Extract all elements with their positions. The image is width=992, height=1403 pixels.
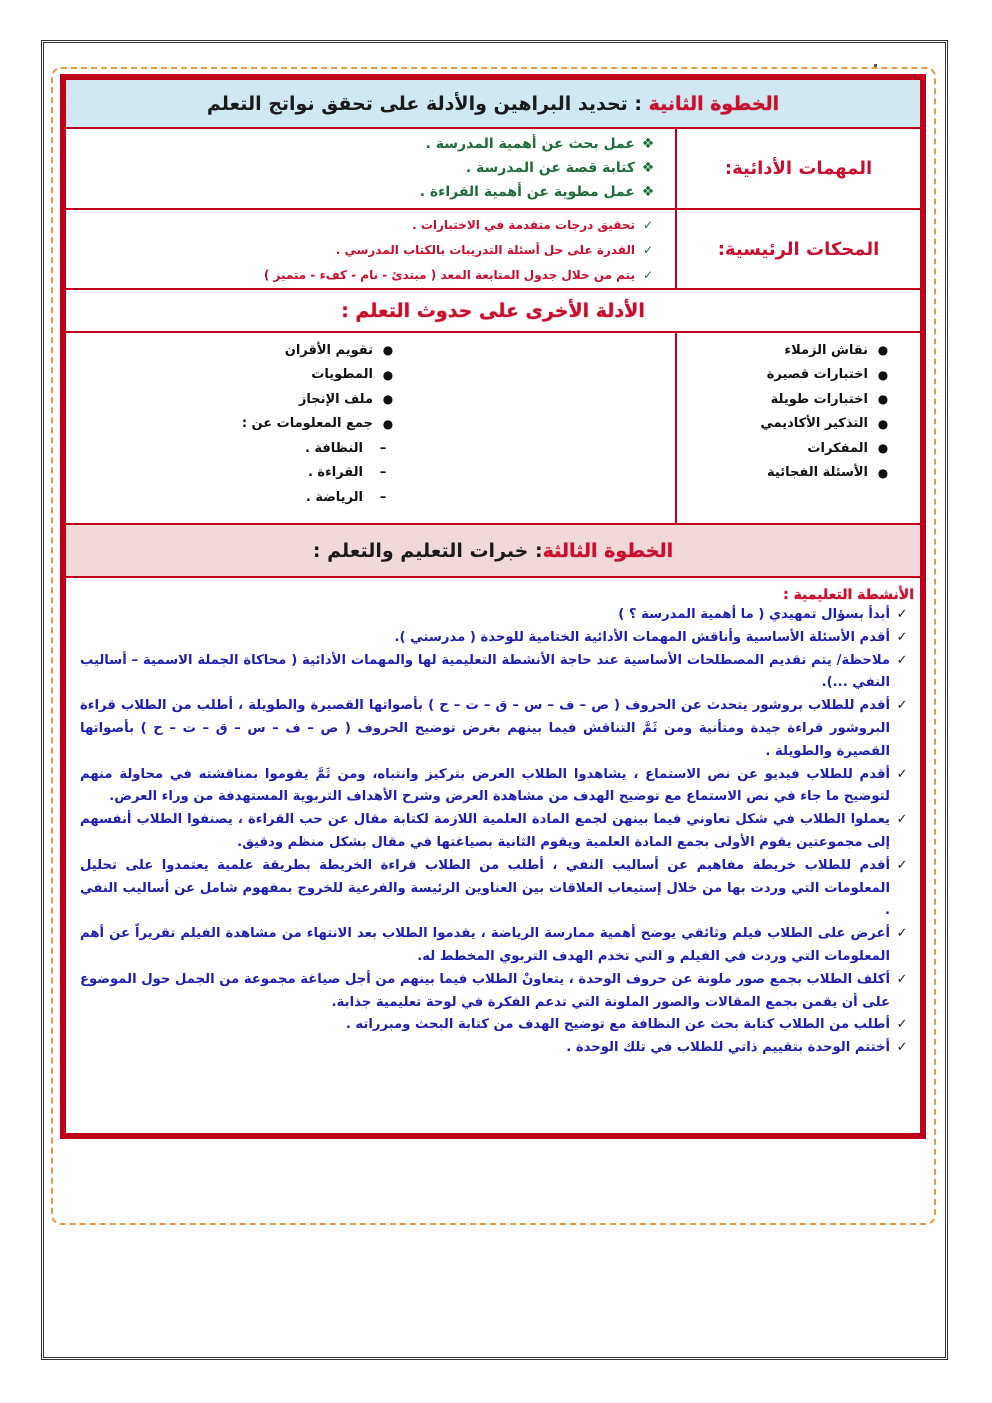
other-evidence-right-column — [675, 333, 920, 523]
check-icon: ✓ — [642, 217, 654, 232]
step3-title-sep: : — [528, 539, 543, 562]
activities-section — [66, 578, 920, 1133]
list-item: ✓ أكلف الطلاب بجمع صور ملونة عن حروف الوحدة ، يتعاونْ الطلاب فيما بينهم من أجل صياغة مجموعة من الجمل حول الموضوع على أن يقمن بجمع المقالات والصور الملونة التي تدعم الفكرة في لوحة تعليمية جذابة. — [80, 969, 914, 1015]
step3-title-bar — [66, 525, 920, 578]
main-criteria-list — [66, 210, 675, 288]
list-item: ● الأسئلة الفجائية — [677, 461, 898, 486]
check-icon: ✓ — [896, 1017, 908, 1033]
check-icon: ✓ — [642, 267, 654, 282]
activities-label: الأنشطة التعليمية : — [783, 587, 914, 603]
step2-title-text: تحديد البراهين والأدلة على تحقق نواتج التعلم — [206, 92, 628, 115]
diamond-bullet-icon: ❖ — [641, 184, 655, 200]
dash-icon: – — [379, 465, 387, 481]
list-item: ● التذكير الأكاديمي — [677, 412, 898, 437]
bullet-icon: ● — [877, 441, 889, 456]
dash-icon: – — [379, 489, 387, 505]
other-evidence-row — [66, 333, 920, 525]
performance-tasks-row — [66, 129, 920, 210]
performance-tasks-label: المهمات الأدائية: — [675, 129, 920, 208]
list-item: ✓ القدرة على حل أسئلة التدريبات بالكتاب المدرسي . — [66, 237, 661, 262]
main-criteria-row — [66, 210, 920, 290]
list-item: ✓ أبدأ بسؤال تمهيدي ( ما أهمية المدرسة ؟ ) — [80, 604, 914, 627]
list-item: ● المفكرات — [677, 436, 898, 461]
list-item: ✓ أطلب من الطلاب كتابة بحث عن النظافة مع توضيح الهدف من كتابة البحث ومبرراته . — [80, 1014, 914, 1037]
list-item: ● اختبارات قصيرة — [677, 363, 898, 388]
bullet-icon: ● — [877, 343, 889, 358]
list-item: ● اختبارات طويلة — [677, 387, 898, 412]
step2-title-label: الخطوة الثانية — [648, 92, 780, 115]
list-item: ❖ عمل بحث عن أهمية المدرسة . — [66, 132, 661, 156]
check-icon: ✓ — [642, 242, 654, 257]
list-item: ✓ تحقيق درجات متقدمة في الاختبارات . — [66, 212, 661, 237]
bullet-icon: ● — [382, 392, 394, 407]
bullet-icon: ● — [877, 416, 889, 431]
list-item: ✓ أختتم الوحدة بتقييم ذاتي للطلاب في تلك الوحدة . — [80, 1037, 914, 1060]
list-item: ● جمع المعلومات عن : — [66, 412, 403, 437]
other-evidence-title-bar — [66, 290, 920, 333]
list-item: ✓ أعرض على الطلاب فيلم وثائقي يوضح أهمية ممارسة الرياضة ، يقدموا الطلاب بعد الانتهاء من مشاهدة الفيلم تقريراً عن أهم المعلومات التي وردت في الفيلم و التي تخدم الهدف التربوي المخطط له. — [80, 923, 914, 969]
list-item: ● المطويات — [66, 363, 403, 388]
performance-tasks-list — [66, 129, 675, 208]
bullet-icon: ● — [877, 392, 889, 407]
other-evidence-left-column — [66, 333, 675, 523]
list-item: ❖ كتابة قصة عن المدرسة . — [66, 156, 661, 180]
sub-list-item: – النظافة . — [66, 436, 403, 461]
diamond-bullet-icon: ❖ — [641, 136, 655, 152]
list-item: ✓ أقدم للطلاب خريطة مفاهيم عن أساليب النفي ، أطلب من الطلاب قراءة الخريطة بطريقة علمية يعتمدوا على تحليل المعلومات التي وردت بها من خلال إستيعاب العلاقات بين العناوين الرئيسة والفرعية للخروج بمفهوم شامل عن أساليب النفي . — [80, 855, 914, 923]
list-item: ❖ عمل مطوية عن أهمية القراءة . — [66, 180, 661, 204]
bullet-icon: ● — [877, 367, 889, 382]
sub-list-item: – الرياضة . — [66, 485, 403, 510]
check-icon: ✓ — [896, 698, 908, 714]
list-item: ✓ أقدم للطلاب فيديو عن نص الاستماع ، يشاهدوا الطلاب العرض بتركيز وانتباه، ومن ثَمَّ يقوموا بمناقشته في محاولة منهم لتوضيح ما جاء في نص الاستماع مع توضيح الهدف من مشاهدة العرض وشرح الأهداف التربوية المستهدفة من وراء العرض. — [80, 764, 914, 810]
check-icon: ✓ — [896, 652, 908, 668]
check-icon: ✓ — [896, 1040, 908, 1056]
diamond-bullet-icon: ❖ — [641, 160, 655, 176]
bullet-icon: ● — [382, 367, 394, 382]
check-icon: ✓ — [896, 629, 908, 645]
bullet-icon: ● — [382, 343, 394, 358]
step2-title-bar — [66, 80, 920, 129]
list-item: ✓ ملاحظة/ يتم تقديم المصطلحات الأساسية عند حاجة الأنشطة التعليمية لها والمهمات الأدائية ( محاكاة الجملة الاسمية – أساليب النفي ...). — [80, 650, 914, 696]
list-item: ✓ يعملوا الطلاب في شكل تعاوني فيما بينهن لجمع المادة العلمية اللازمة لكتابة مقال عن حب القراءة ، يصنفوا الطلاب أنفسهم إلى مجموعتين يقوم الأولى بجمع المادة العلمية ويقوم الثانية بصياغتها في مقال بشكل منظم ودقيق. — [80, 809, 914, 855]
check-icon: ✓ — [896, 857, 908, 873]
list-item: ● نقاش الزملاء — [677, 338, 898, 363]
bullet-icon: ● — [382, 416, 394, 431]
check-icon: ✓ — [896, 812, 908, 828]
step2-title-sep: : — [627, 92, 649, 115]
list-item: ✓ يتم من خلال جدول المتابعة المعد ( مبتدئ - نام - كفء - متميز ) — [66, 262, 661, 287]
check-icon: ✓ — [896, 607, 908, 622]
check-icon: ✓ — [896, 926, 908, 942]
step3-title-label: الخطوة الثالثة — [542, 539, 674, 562]
main-criteria-label: المحكات الرئيسية: — [675, 210, 920, 288]
bullet-icon: ● — [877, 465, 889, 480]
sub-list-item: – القراءة . — [66, 461, 403, 486]
check-icon: ✓ — [896, 766, 908, 782]
check-icon: ✓ — [896, 971, 908, 987]
list-item: ● تقويم الأقران — [66, 338, 403, 363]
dash-icon: – — [379, 440, 387, 456]
lesson-plan-table — [60, 74, 926, 1139]
other-evidence-title: الأدلة الأخرى على حدوث التعلم : — [341, 299, 645, 322]
list-item: ✓ أقدم الأسئلة الأساسية وأناقش المهمات الأدائية الختامية للوحدة ( مدرستي ). — [80, 627, 914, 650]
list-item: ● ملف الإنجاز — [66, 387, 403, 412]
list-item: ✓ أقدم للطلاب بروشور يتحدث عن الحروف ( ص – ف – س – ق – ت – ح ) بأصواتها القصيرة والطويلة ، أطلب من الطلاب قراءة البروشور قراءة جيدة ومتأنية ومن ثَمَّ التناقش فيما بينهم بغرض توضيح الحروف ( ص – ف – س – ق – ت – ح ) بأصواتها القصيرة والطويلة . — [80, 695, 914, 763]
step3-title-text: خبرات التعليم والتعلم : — [312, 539, 529, 562]
